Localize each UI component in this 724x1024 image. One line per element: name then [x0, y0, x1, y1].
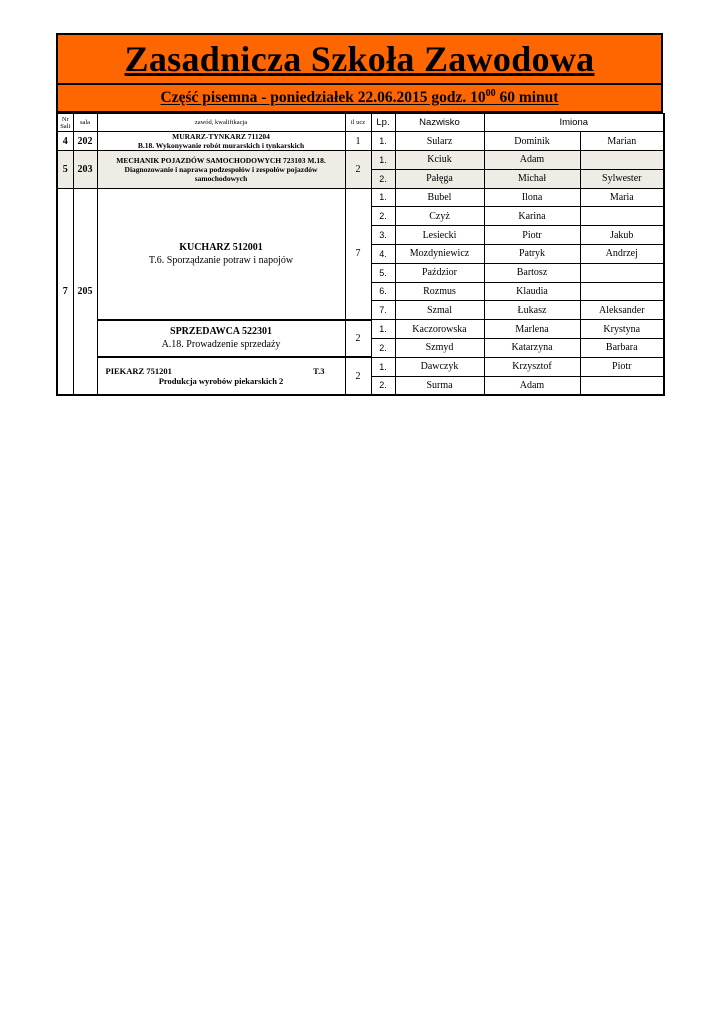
profession-code: T.3 — [313, 366, 325, 377]
profession-qualification-cont: samochodowych — [194, 173, 248, 183]
student-second-name — [580, 151, 664, 170]
profession-title: SPRZEDAWCA 522301 — [170, 326, 272, 338]
student-first-name: Dominik — [484, 132, 580, 151]
student-surname: Kciuk — [395, 151, 484, 170]
profession-qualification: T.6. Sporządzanie potraw i napojów — [148, 254, 294, 266]
table-row — [57, 188, 664, 207]
table-row — [57, 132, 664, 151]
profession-qualification: Diagnozowanie i naprawa podzespołów i zespołów pojazdów — [124, 164, 318, 174]
student-surname: Pałęga — [395, 169, 484, 188]
profession-cell — [97, 151, 345, 189]
student-first-name: Ilona — [484, 188, 580, 207]
page-title: Zasadnicza Szkoła Zawodowa — [124, 39, 595, 79]
header-il-ucz: il ucz — [345, 114, 371, 132]
student-second-name: Jakub — [580, 226, 664, 245]
header-zawod: zawód, kwalifikacja — [97, 114, 345, 132]
student-first-name: Krzysztof — [484, 357, 580, 376]
student-lp: 1. — [371, 132, 395, 151]
subtitle-tail: 60 minut — [495, 89, 559, 107]
group-nr-sali: 5 — [57, 151, 73, 189]
student-surname: Lesiecki — [395, 226, 484, 245]
student-lp: 5. — [371, 263, 395, 282]
student-surname: Dawczyk — [395, 357, 484, 376]
header-imiona: Imiona — [484, 114, 664, 132]
table-row — [57, 320, 664, 339]
student-surname: Szmyd — [395, 338, 484, 357]
student-second-name: Barbara — [580, 338, 664, 357]
student-second-name: Aleksander — [580, 301, 664, 320]
student-first-name: Łukasz — [484, 301, 580, 320]
profession-qualification: A.18. Prowadzenie sprzedaży — [161, 339, 281, 351]
student-lp: 2. — [371, 376, 395, 395]
student-first-name: Adam — [484, 376, 580, 395]
student-lp: 7. — [371, 301, 395, 320]
profession-cell — [97, 132, 345, 151]
student-count: 7 — [345, 188, 371, 320]
student-second-name: Marian — [580, 132, 664, 151]
header-nazwisko: Nazwisko — [395, 114, 484, 132]
profession-qualification: Produkcja wyrobów piekarskich 2 — [158, 376, 284, 387]
student-lp: 6. — [371, 282, 395, 301]
student-surname: Czyż — [395, 207, 484, 226]
student-first-name: Bartosz — [484, 263, 580, 282]
subtitle-text: Część pisemna - poniedziałek 22.06.2015 godz. 10 — [160, 89, 486, 107]
student-second-name: Maria — [580, 188, 664, 207]
student-surname: Kaczorowska — [395, 320, 484, 339]
student-surname: Bubel — [395, 188, 484, 207]
student-lp: 1. — [371, 188, 395, 207]
student-first-name: Klaudia — [484, 282, 580, 301]
student-second-name: Andrzej — [580, 244, 664, 263]
profession-header-line — [98, 366, 345, 376]
student-lp: 2. — [371, 169, 395, 188]
student-lp: 2. — [371, 338, 395, 357]
group-sala: 203 — [73, 151, 97, 189]
group-nr-sali: 4 — [57, 132, 73, 151]
subtitle-band — [56, 85, 663, 113]
student-second-name — [580, 207, 664, 226]
student-surname: Sularz — [395, 132, 484, 151]
student-second-name — [580, 263, 664, 282]
student-count: 2 — [345, 357, 371, 395]
student-first-name: Michał — [484, 169, 580, 188]
student-lp: 4. — [371, 244, 395, 263]
profession-title: MURARZ-TYNKARZ 711204 — [172, 132, 270, 141]
profession-cell — [97, 357, 345, 395]
student-surname: Szmal — [395, 301, 484, 320]
student-count: 1 — [345, 132, 371, 151]
profession-title: KUCHARZ 512001 — [179, 241, 263, 253]
exam-schedule-sheet — [56, 33, 663, 396]
group-nr-sali: 7 — [57, 188, 73, 395]
group-sala: 205 — [73, 188, 97, 395]
student-second-name — [580, 282, 664, 301]
student-second-name: Sylwester — [580, 169, 664, 188]
student-surname: Mozdyniewicz — [395, 244, 484, 263]
header-lp: Lp. — [371, 114, 395, 132]
student-surname: Surma — [395, 376, 484, 395]
student-first-name: Piotr — [484, 226, 580, 245]
student-lp: 1. — [371, 320, 395, 339]
table-row — [57, 357, 664, 376]
exam-table — [56, 113, 665, 396]
exam-subtitle — [161, 88, 559, 107]
student-lp: 2. — [371, 207, 395, 226]
profession-qualification: B.18. Wykonywanie robót murarskich i tynkarskich — [137, 141, 305, 150]
table-row — [57, 151, 664, 170]
student-first-name: Karina — [484, 207, 580, 226]
student-first-name: Patryk — [484, 244, 580, 263]
profession-cell — [97, 320, 345, 358]
table-header-row — [57, 114, 664, 132]
profession-title: MECHANIK POJAZDÓW SAMOCHODOWYCH 723103 M.18. — [116, 155, 326, 165]
student-count: 2 — [345, 151, 371, 189]
student-surname: Paździor — [395, 263, 484, 282]
header-sala: sala — [73, 114, 97, 132]
student-second-name — [580, 376, 664, 395]
header-nr-sali: Nr Sali — [57, 114, 73, 132]
student-lp: 1. — [371, 151, 395, 170]
title-band — [56, 33, 663, 85]
student-first-name: Marlena — [484, 320, 580, 339]
student-second-name: Piotr — [580, 357, 664, 376]
student-first-name: Katarzyna — [484, 338, 580, 357]
group-sala: 202 — [73, 132, 97, 151]
student-second-name: Krystyna — [580, 320, 664, 339]
profession-title: PIEKARZ 751201 — [105, 366, 172, 377]
student-lp: 1. — [371, 357, 395, 376]
student-lp: 3. — [371, 226, 395, 245]
student-surname: Rozmus — [395, 282, 484, 301]
profession-cell — [97, 188, 345, 320]
student-count: 2 — [345, 320, 371, 358]
subtitle-minutes-sup: 00 — [485, 88, 496, 100]
student-first-name: Adam — [484, 151, 580, 170]
